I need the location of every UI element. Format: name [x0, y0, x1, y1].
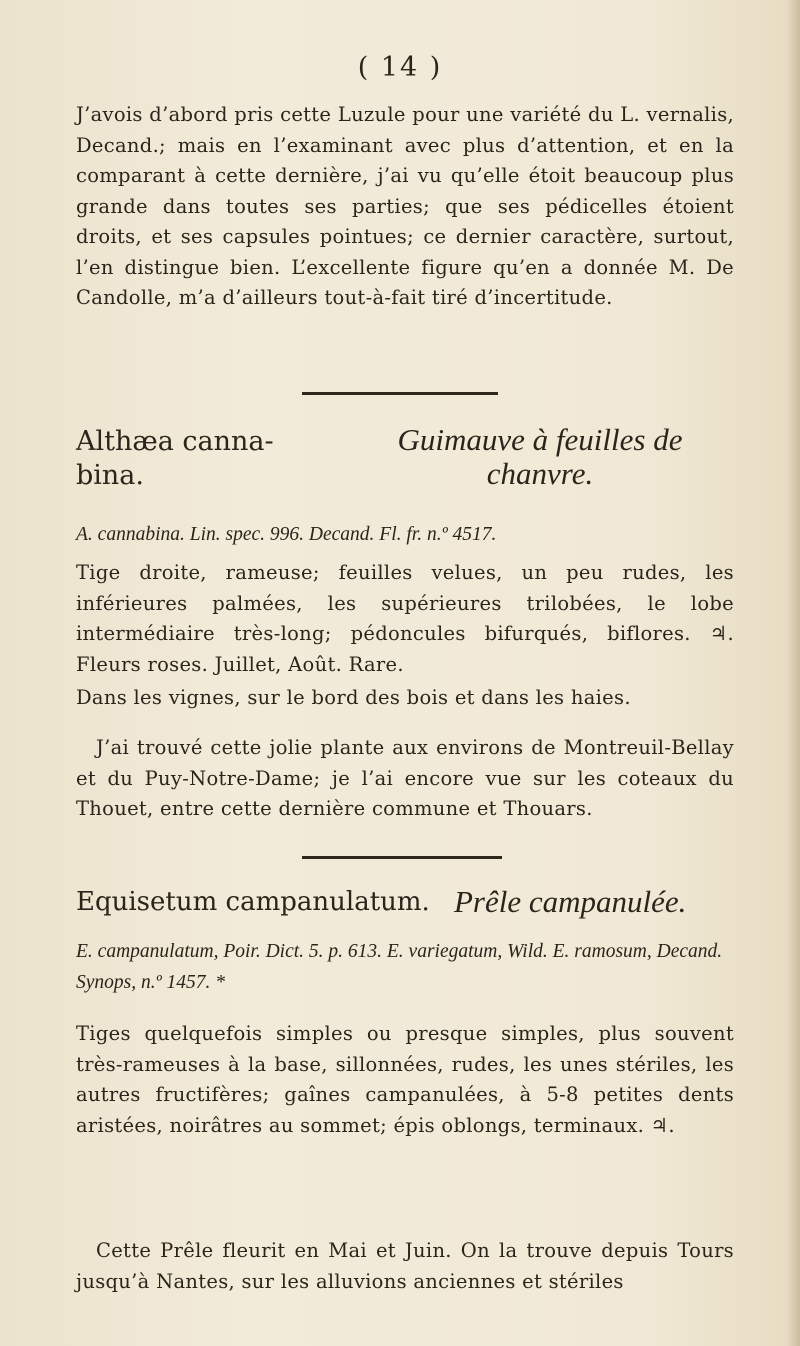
- page-edge-shadow: [786, 0, 800, 1346]
- section-divider: [302, 392, 498, 395]
- latin-name-line: bina.: [76, 460, 144, 491]
- species-references: E. campanulatum, Poir. Dict. 5. p. 613. E. variegatum, Wild. E. ramosum, Decand. Synops, n.º 1457. *: [76, 941, 723, 993]
- species-references: A. cannabina. Lin. spec. 996. Decand. Fl. fr. n.º 4517.: [76, 524, 497, 545]
- species-note: Cette Prêle fleurit en Mai et Juin. On la trouve depuis Tours jusqu’à Nantes, sur les alluvions anciennes et stériles: [76, 1239, 734, 1293]
- species-latin-name: [76, 425, 274, 493]
- french-name-line: Guimauve à feuilles de: [397, 422, 683, 457]
- page-number: ( 14 ): [357, 52, 443, 83]
- species-french-name: Prêle campanulée.: [454, 884, 687, 919]
- latin-name-line: Althæa canna-: [76, 426, 274, 457]
- species-latin-name: Equisetum campanulatum.: [76, 887, 430, 917]
- species-description: Tige droite, rameuse; feuilles velues, un peu rudes, les inférieures palmées, les supérieures trilobées, le lobe intermédiaire très-long; pédoncules bifurqués, biflores. ♃. Fleurs roses. Juillet, Août. Rare.: [76, 561, 734, 676]
- species-description: Tiges quelquefois simples ou presque simples, plus souvent très-rameuses à la base, sillonnées, rudes, les unes stériles, les autres fructifères; gaînes campanulées, à 5-8 petites dents aristées, noirâtres au sommet; épis oblongs, terminaux. ♃.: [76, 1022, 734, 1137]
- intro-paragraph: J’avois d’abord pris cette Luzule pour une variété du L. vernalis, Decand.; mais en l’examinant avec plus d’attention, et en la comparant à cette dernière, j’ai vu qu’elle étoit beaucoup plus grande dans toutes ses parties; que ses pédicelles étoient droits, et ses capsules pointues; ce dernier caractère, surtout, l’en distingue bien. L’excellente figure qu’en a donnée M. De Candolle, m’a d’ailleurs tout-à-fait tiré d’incertitude.: [76, 103, 734, 309]
- french-name-line: chanvre.: [486, 456, 594, 491]
- species-note: J’ai trouvé cette jolie plante aux environs de Montreuil-Bellay et du Puy-Notre-Dame; je l’ai encore vue sur les coteaux du Thouet, entre cette dernière commune et Thouars.: [76, 736, 734, 820]
- section-divider: [302, 856, 502, 859]
- species-habitat: Dans les vignes, sur le bord des bois et dans les haies.: [76, 686, 631, 709]
- species-french-name: [330, 423, 750, 491]
